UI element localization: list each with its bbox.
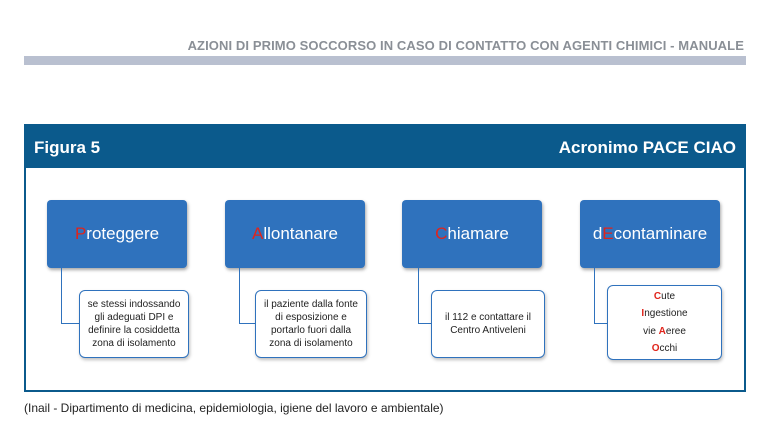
- connector-line: [239, 268, 240, 323]
- figure-caption: (Inail - Dipartimento di medicina, epidemiologia, igiene del lavoro e ambientale): [24, 401, 444, 415]
- figure-header-bar: [26, 126, 744, 168]
- connector-line: [61, 323, 80, 324]
- note-line: il 112 e contattare il: [445, 312, 531, 323]
- acronym-letter: E: [602, 224, 614, 243]
- acronym-letter: P: [74, 224, 87, 243]
- step-box-chiamare: [402, 200, 542, 268]
- note-proteggere: [79, 290, 189, 358]
- step-box-proteggere: [47, 200, 187, 268]
- connector-line: [418, 268, 419, 323]
- note-line: portarlo fuori dalla: [270, 325, 352, 336]
- acronym-title: Acronimo PACE CIAO: [558, 138, 736, 157]
- figure-label: Figura 5: [34, 138, 101, 157]
- note-line: Centro Antiveleni: [450, 325, 526, 336]
- box-text: contaminare: [613, 224, 708, 243]
- step-box-allontanare: [225, 200, 365, 268]
- ciao-item: Occhi: [651, 343, 678, 354]
- note-line: definire la cosiddetta: [88, 325, 180, 336]
- document-header-title: AZIONI DI PRIMO SOCCORSO IN CASO DI CONTATTO CON AGENTI CHIMICI - MANUALE: [187, 38, 744, 53]
- connector-line: [594, 268, 595, 323]
- figure-panel: [24, 124, 746, 392]
- note-line: zona di isolamento: [269, 338, 353, 349]
- note-line: di esposizione e: [275, 312, 347, 323]
- note-decontaminare: [607, 285, 722, 360]
- acronym-letter: A: [251, 224, 264, 243]
- box-text: llontanare: [263, 224, 338, 243]
- connector-line: [418, 323, 432, 324]
- box-prefix: d: [592, 224, 603, 243]
- connector-line: [61, 268, 62, 323]
- note-line: gli adeguati DPI e: [94, 312, 174, 323]
- note-line: zona di isolamento: [92, 338, 176, 349]
- ciao-item: Cute: [653, 290, 676, 302]
- box-text: roteggere: [86, 224, 160, 243]
- step-box-decontaminare: [580, 200, 720, 268]
- note-allontanare: [255, 290, 367, 358]
- box-text: hiamare: [447, 224, 509, 243]
- note-line: se stessi indossando: [87, 299, 181, 310]
- ciao-item: vie Aeree: [643, 325, 686, 337]
- connector-line: [239, 323, 256, 324]
- ciao-item: Ingestione: [641, 308, 688, 319]
- connector-line: [594, 323, 608, 324]
- note-chiamare: [431, 290, 545, 358]
- acronym-letter: C: [435, 224, 448, 243]
- note-line: il paziente dalla fonte: [264, 299, 358, 310]
- header-divider: [24, 56, 746, 65]
